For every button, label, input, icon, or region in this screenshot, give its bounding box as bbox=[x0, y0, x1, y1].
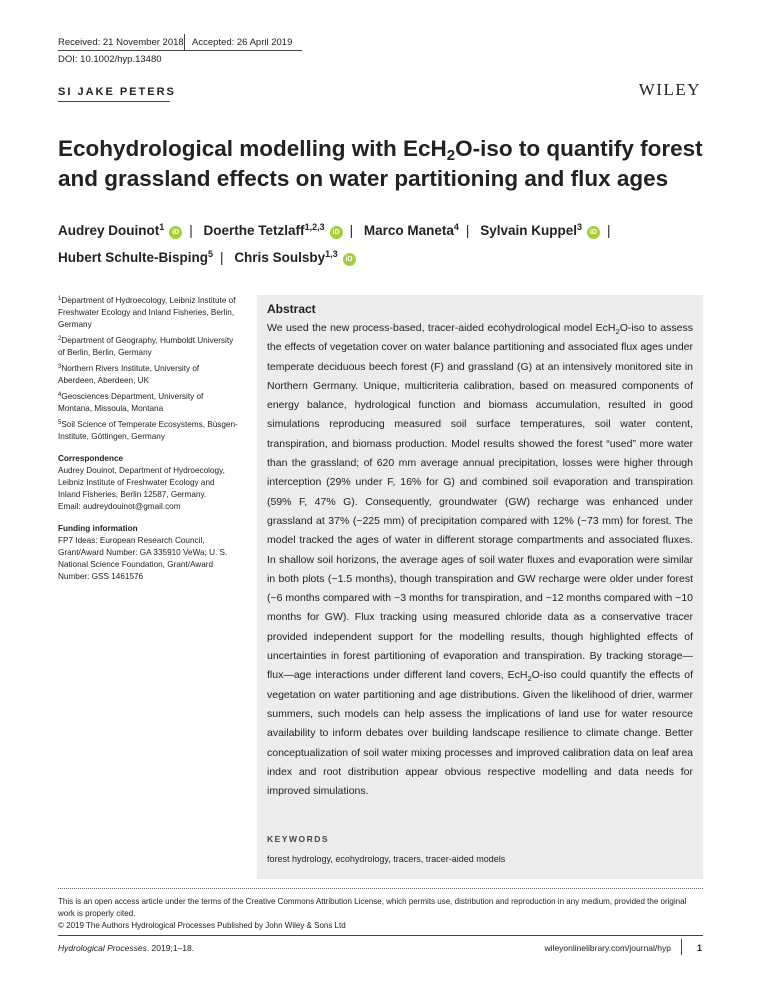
orcid-icon[interactable]: iD bbox=[169, 226, 182, 239]
series-label: SI JAKE PETERS bbox=[58, 86, 176, 98]
header-rule bbox=[58, 50, 302, 51]
author[interactable]: Chris Soulsby$^{1,3}$ bbox=[234, 249, 338, 265]
correspondence-email[interactable]: Email: audreydouinot@gmail.com bbox=[58, 502, 181, 511]
left-column bbox=[58, 295, 238, 583]
author[interactable]: Marco Maneta$^4$ bbox=[363, 222, 459, 238]
keywords: forest hydrology, ecohydrology, tracers, tracer-aided models bbox=[267, 854, 506, 864]
affiliation: $^4$Geosciences Department, University of Montana, Missoula, Montana bbox=[58, 392, 204, 413]
affiliation: $^3$Northern Rivers Institute, University of Aberdeen, Aberdeen, UK bbox=[58, 364, 200, 385]
accepted-date: Accepted: 26 April 2019 bbox=[192, 37, 293, 48]
doi[interactable]: DOI: 10.1002/hyp.13480 bbox=[58, 54, 162, 65]
abstract-body: We used the new process-based, tracer-aided ecohydrological model EcH$_2$O-iso to assess the effects of vegetation cover on water balance partitioning and associated flux ages under temperate deciduous beech forest (F) and grassland (G) at an intensively monitored site in Northern Germany. Unique, multicriteria calibration, based on measured components of energy balance, hydrological function and biomass accumulation, resulted in good simulations reproducing measured soil surface temperatures, soil water content, transpiration, and biomass production. Model results showed the forest “used” more water than the grassland; of 620 mm average annual precipitation, losses were higher through interception (29% under F, 16% for G) and combined soil evaporation and transpiration (59% F, 47% G). Consequently, groundwater (GW) recharge was enhanced under grassland at 37% (~225 mm) of precipitation compared with 12% (~73 mm) for forest. The model tracked the ages of water in different storage compartments and associated fluxes. In shallow soil horizons, the average ages of soil water fluxes and evaporation were similar in both plots (~1.5 months), though transpiration and GW recharge were older under forest (~6 months compared with ~3 months for transpiration, and ~12 months compared with ~10 months for GW). Flux tracking using measured chloride data as a conservative tracer provided independent support for the modelling results, though highlighted effects of uncertainties in forest partitioning of evaporation and transpiration. By tracking storage—flux—age interactions under different land covers, EcH$_2$O-iso could quantify the effects of vegetation on water partitioning and age distributions. Given the likelihood of drier, warmer summers, such models can help assess the implications of land use for water resource availability to inform debates over building landscape resilience to climate change. Better conceptualization of soil water mixing processes and improved calibration data on leaf area index and root distribution appear obvious respective modelling and data needs for improved simulations. bbox=[267, 322, 693, 798]
license-divider bbox=[58, 888, 703, 889]
publisher-logo: WILEY bbox=[638, 80, 701, 99]
correspondence-text: Audrey Douinot, Department of Hydroecology, Leibniz Institute of Freshwater Ecology and Inland Fisheries, Berlin 12587, Germany. bbox=[58, 466, 225, 499]
license-note: This is an open access article under the terms of the Creative Commons Attribution License, which permits use, distribution and reproduction in any medium, provided the original work is properly cited. © 2019 The Authors Hydrological Processes Published by John Wiley & Sons Ltd bbox=[58, 897, 687, 930]
author[interactable]: Doerthe Tetzlaff$^{1,2,3}$ bbox=[203, 222, 325, 238]
received-date: Received: 21 November 2018 bbox=[58, 37, 184, 48]
orcid-icon[interactable]: iD bbox=[587, 226, 600, 239]
footer-rule bbox=[58, 935, 703, 936]
journal-url[interactable]: wileyonlinelibrary.com/journal/hyp bbox=[544, 943, 671, 953]
keywords-heading: KEYWORDS bbox=[267, 834, 330, 844]
page-number: 1 bbox=[697, 943, 703, 953]
affiliation: $^5$Soil Science of Temperate Ecosystems, Büsgen-Institute, Göttingen, Germany bbox=[58, 420, 238, 441]
author[interactable]: Audrey Douinot$^1$ bbox=[58, 222, 165, 238]
affiliation: $^2$Department of Geography, Humboldt University of Berlin, Berlin, Germany bbox=[58, 336, 234, 357]
series-underline bbox=[58, 101, 170, 102]
page-divider bbox=[681, 939, 682, 955]
correspondence-heading: Correspondence bbox=[58, 454, 124, 463]
affiliation: $^1$Department of Hydroecology, Leibniz Institute of Freshwater Ecology and Inland Fisheries, Berlin, Germany bbox=[58, 296, 236, 329]
article-title: Ecohydrological modelling with EcH$_2$O-iso to quantify forest and grassland effects on water partitioning and flux ages bbox=[58, 136, 703, 191]
header-divider bbox=[184, 34, 185, 50]
funding-heading: Funding information bbox=[58, 524, 138, 533]
funding-text: FP7 Ideas: European Research Council, Grant/Award Number: GA 335910 VeWa; U. S. National Science Foundation, Grant/Award Number: GSS 1461576 bbox=[58, 536, 228, 581]
author-list: Audrey Douinot$^1$iD | Doerthe Tetzlaff$^{1,2,3}$iD | Marco Maneta$^4$ | Sylvain Kuppel$^3$iD | Hubert Schulte-Bisping$^5$ | Chris Soulsby$^{1,3}$iD bbox=[58, 222, 611, 265]
orcid-icon[interactable]: iD bbox=[330, 226, 343, 239]
orcid-icon[interactable]: iD bbox=[343, 253, 356, 266]
author[interactable]: Sylvain Kuppel$^3$ bbox=[480, 222, 582, 238]
abstract-heading: Abstract bbox=[267, 302, 316, 316]
journal-citation: Hydrological Processes. 2019;1–18. bbox=[58, 943, 195, 953]
author[interactable]: Hubert Schulte-Bisping$^5$ bbox=[58, 249, 214, 265]
